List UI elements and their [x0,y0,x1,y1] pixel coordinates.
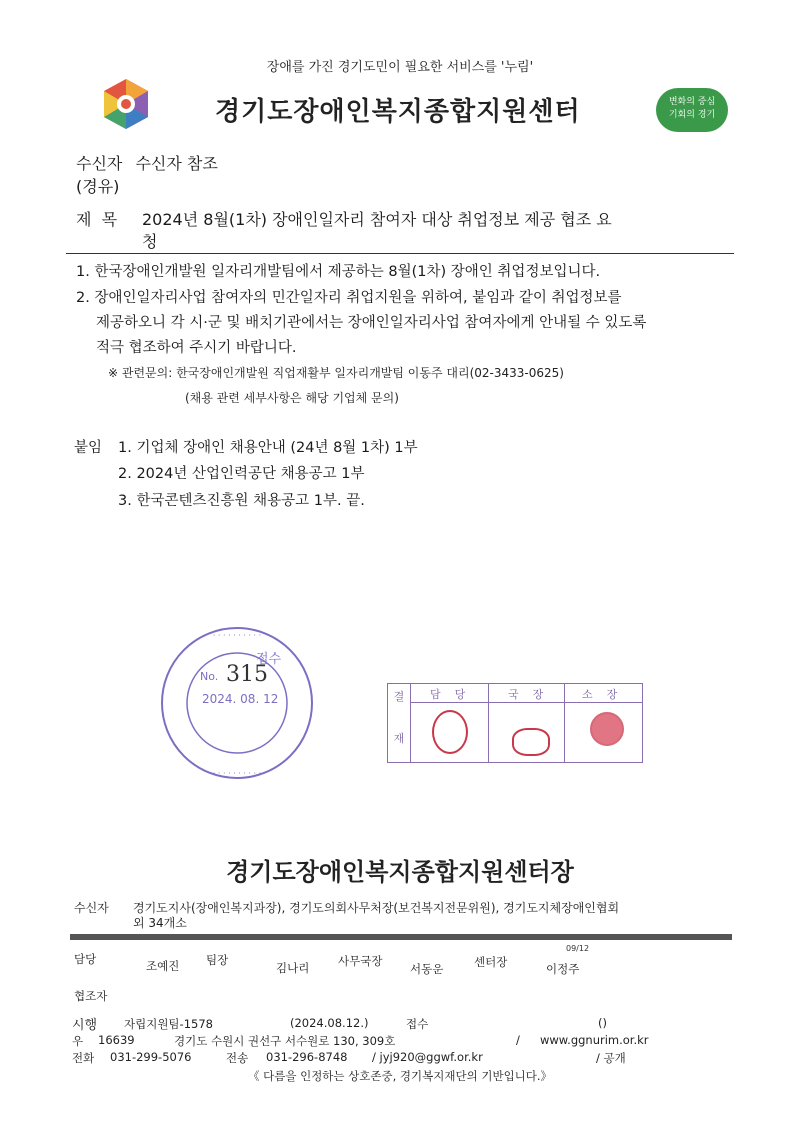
approval-side-label [388,684,411,762]
attachment-label: 붙임 [74,440,103,456]
role-name-1: 조예진 [146,959,180,973]
approval-col-3 [564,684,642,762]
role-title-4: 센터장 [474,955,508,969]
exec-label: 시행 [72,1018,98,1033]
address: 경기도 수원시 권선구 서수원로 130, 309호 [174,1034,396,1048]
post-label: 우 [72,1034,84,1048]
badge-line-1: 변화의 중심 [668,97,716,107]
subject-line-1: 2024년 8월(1차) 장애인일자리 참여자 대상 취업정보 제공 협조 요 [142,210,612,229]
website-link[interactable]: www.ggnurim.or.kr [540,1033,649,1047]
exec-date: (2024.08.12.) [290,1016,369,1030]
stamp-number: 315 [226,662,268,687]
role-name-3: 서동운 [410,962,444,976]
address-separator: / [516,1033,520,1047]
org-logo-icon [103,78,149,130]
paragraph-2-line-1: 2. 장애인일자리사업 참여자의 민간일자리 취업지원을 위하여, 붙임과 같이 취업정보를 [76,290,622,306]
phone-number: 031-299-5076 [110,1050,192,1064]
recipient-row [76,151,218,174]
approval-col-2 [488,684,565,762]
approval-col-1 [410,684,489,762]
recipients-line-1: 경기도지사(장애인복지과장), 경기도의회사무처장(보건복지전문위원), 경기도지체장애인협회 [133,901,620,915]
fax-label: 전송 [226,1051,249,1065]
inquiry-note-2: (채용 관련 세부사항은 해당 기업체 문의) [185,391,399,405]
disclosure-status: / 공개 [596,1051,626,1065]
phone-label: 전화 [72,1051,95,1065]
role-title-2: 팀장 [206,953,229,967]
approval-side-top: 결 [393,690,405,703]
divider [66,253,734,254]
badge-line-2: 기회의 경기 [668,110,716,120]
gyeonggi-slogan-badge [656,88,728,132]
approval-col-1-title: 담당 [430,688,480,701]
attachment-item-3: 3. 한국콘텐츠진흥원 채용공고 1부. 끝. [118,493,365,509]
signoff-date: 09/12 [566,944,590,953]
inquiry-note: ※ 관련문의: 한국장애인개발원 직업재활부 일자리개발팀 이동주 대리(02-3433-0625) [108,366,564,380]
exec-value: 자립지원팀-1578 [124,1017,213,1031]
receipt-stamp [158,624,316,782]
fax-number: 031-296-8748 [266,1050,348,1064]
paragraph-2-line-2: 제공하오니 각 시·군 및 배치기관에서는 장애인일자리사업 참여자에게 안내될 수 있도록 [96,315,647,331]
approval-side-bottom: 재 [393,732,405,745]
seal-icon [432,710,468,754]
motto: 《 다름을 인정하는 상호존중, 경기복지재단의 기반입니다.》 [247,1069,553,1083]
slogan: 장애를 가진 경기도민이 필요한 서비스를 '누림' [266,60,534,75]
attachment-item-1: 1. 기업체 장애인 채용안내 (24년 8월 1차) 1부 [118,440,418,456]
role-name-4: 이정주 [546,962,580,976]
cooperator-label: 협조자 [74,989,108,1003]
paragraph-1: 1. 한국장애인개발원 일자리개발팀에서 제공하는 8월(1차) 장애인 취업정보입니다. [76,264,601,280]
role-title-1: 담당 [74,952,97,966]
email-link[interactable]: / jyj920@ggwf.or.kr [372,1050,483,1064]
thick-divider [70,934,732,940]
receipt-label: 접수 [406,1017,429,1031]
via-label: (경유) [76,177,120,196]
seal-icon [512,728,550,756]
svg-text:· · · · · · · · · ·: · · · · · · · · · · [212,631,262,640]
subject-label: 제 목 [76,210,118,229]
seal-icon [590,712,624,746]
approval-col-2-title: 국장 [508,688,558,701]
stamp-no-label: No. [200,670,219,683]
approval-box [387,683,643,763]
attachment-item-2: 2. 2024년 산업인력공단 채용공고 1부 [118,466,365,482]
recipients-label: 수신자 [74,901,109,915]
receipt-value: () [598,1016,607,1030]
subject-line-2: 청 [142,232,158,251]
paragraph-2-line-3: 적극 협조하여 주시기 바랍니다. [96,340,297,356]
role-title-3: 사무국장 [338,954,383,968]
role-name-2: 김나리 [276,961,310,975]
recipient-value: 수신자 참조 [135,154,218,173]
recipients-line-2: 외 34개소 [133,916,187,930]
org-title: 경기도장애인복지종합지원센터 [215,97,581,127]
issuer-title: 경기도장애인복지종합지원센터장 [226,858,574,886]
postcode: 16639 [98,1033,135,1047]
svg-text:· · · · · · · · · ·: · · · · · · · · · · [212,769,262,778]
stamp-receipt-label: 접수 [256,652,282,667]
stamp-date: 2024. 08. 12 [202,692,279,706]
approval-col-3-title: 소장 [582,688,632,701]
recipient-label: 수신자 [76,154,123,173]
